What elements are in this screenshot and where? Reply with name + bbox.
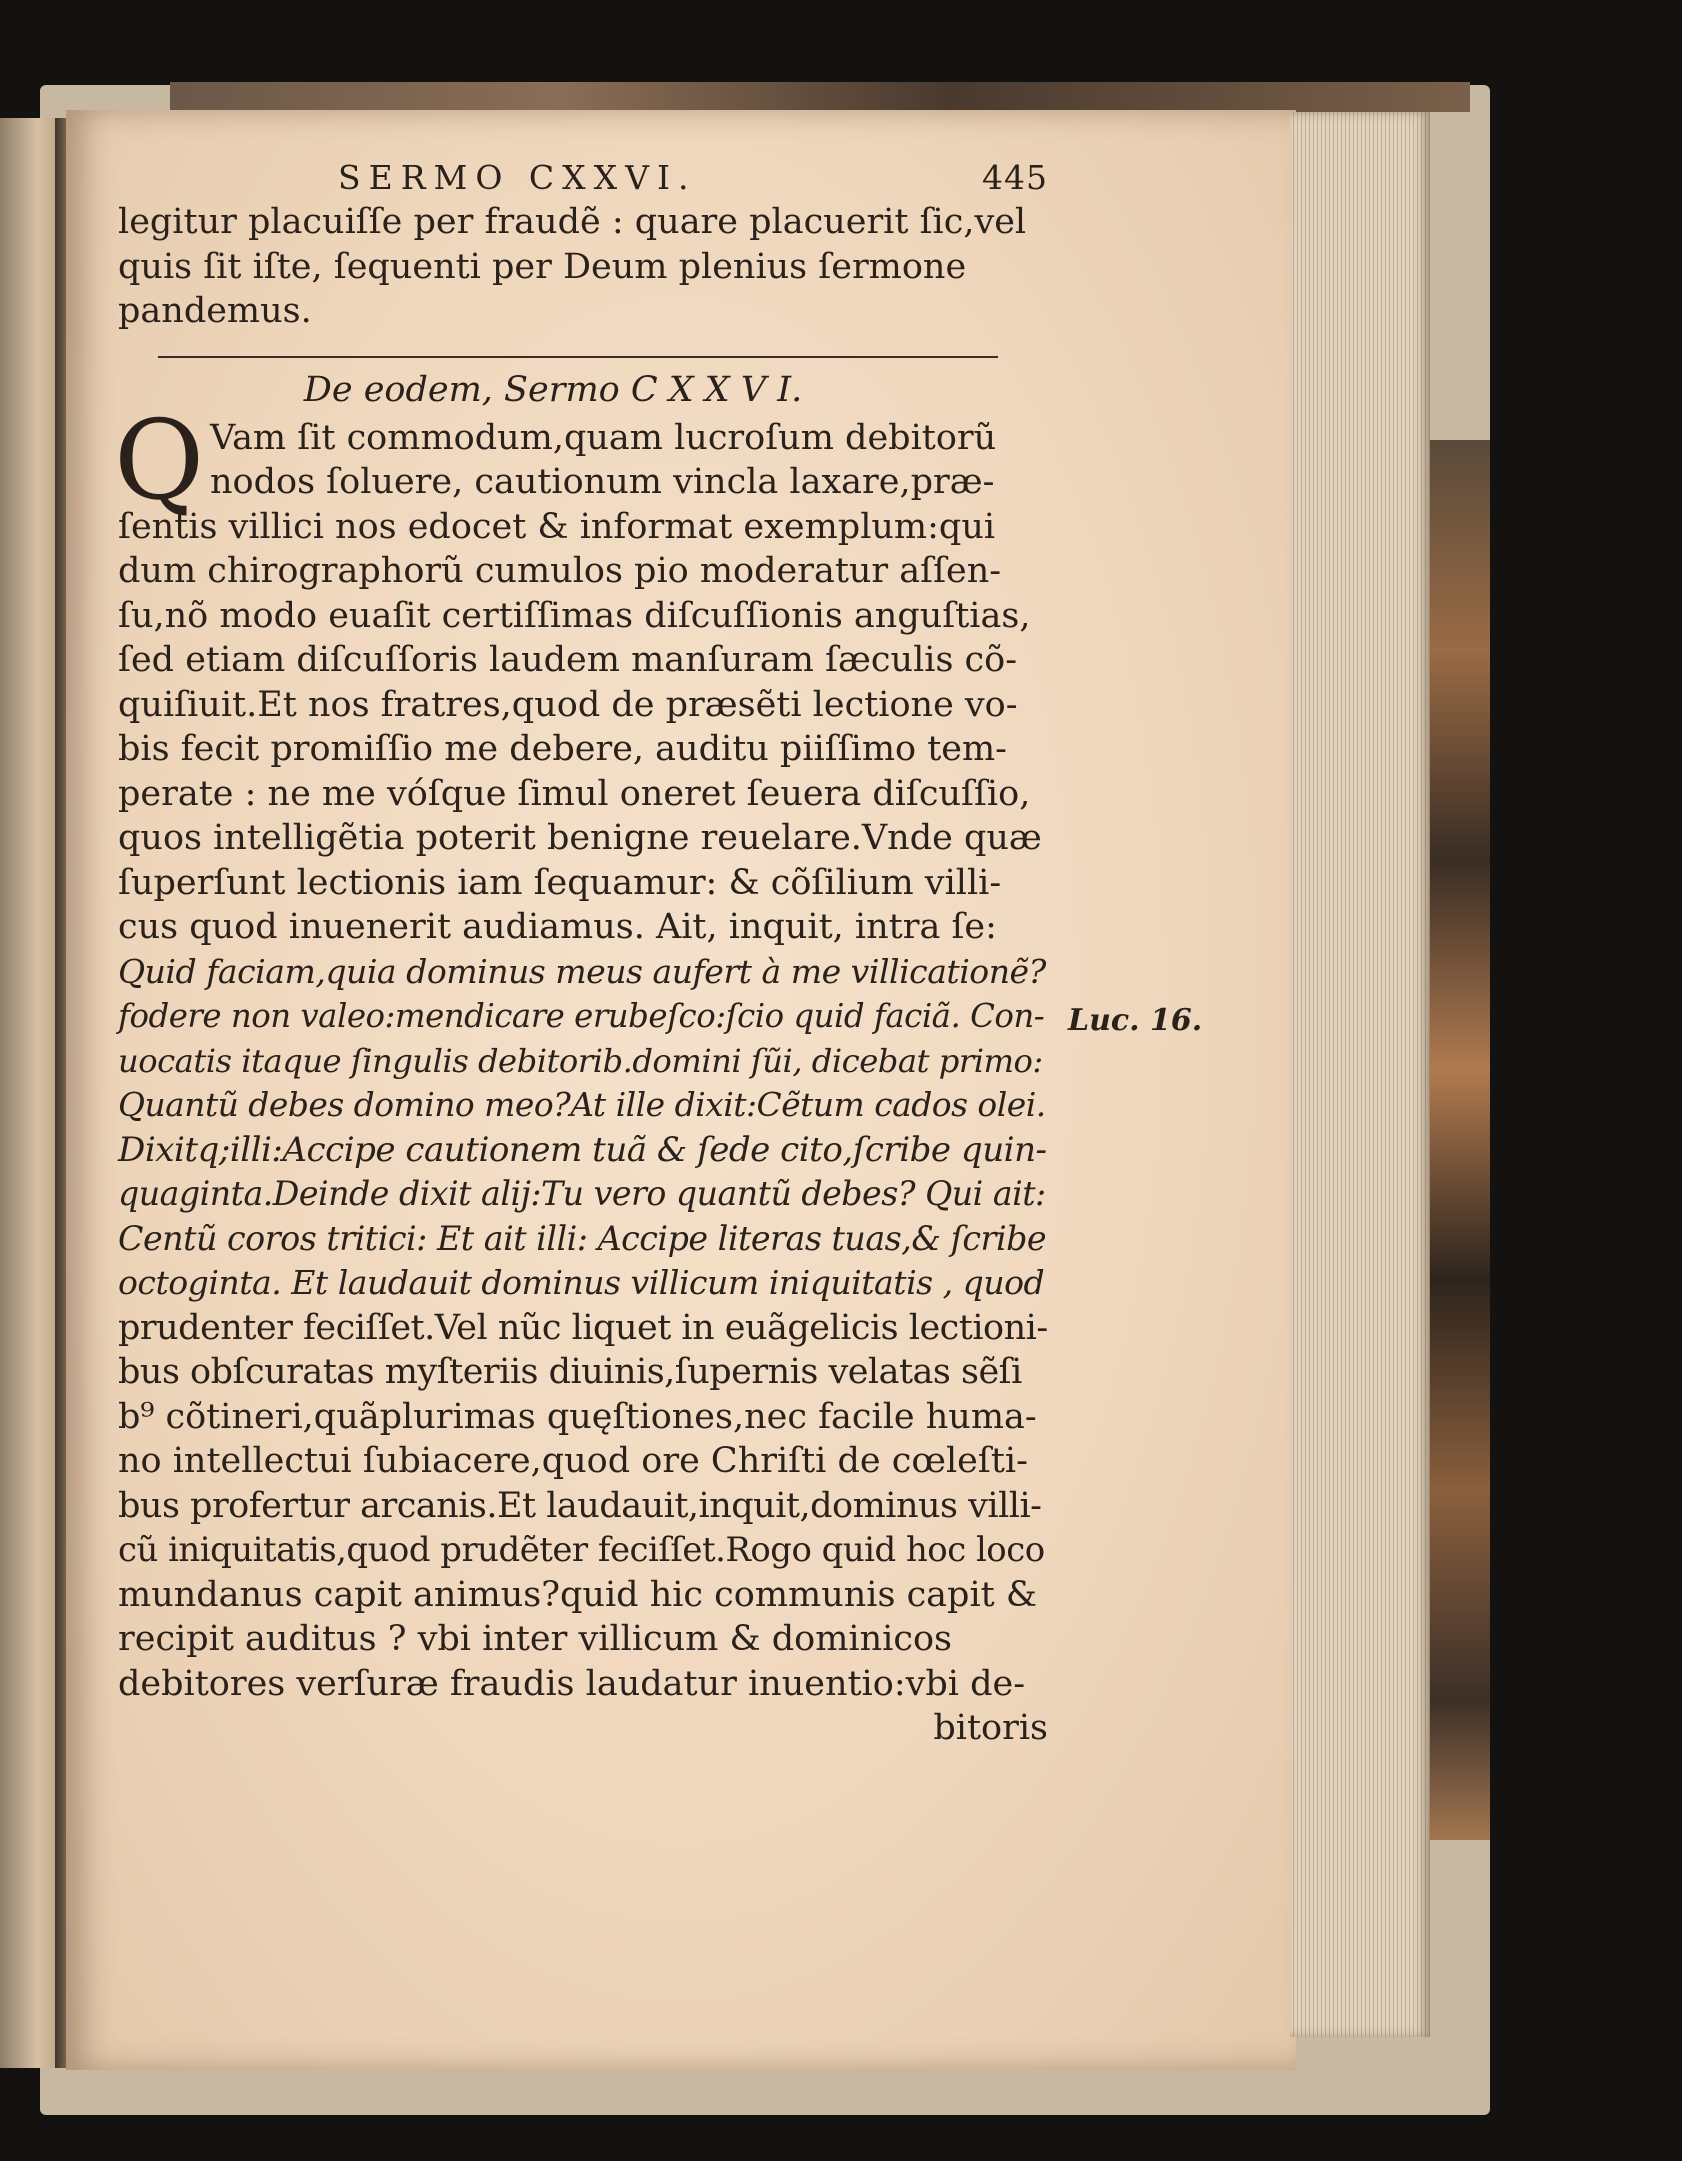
text-line: quaginta.Deinde dixit alij:Tu vero quantũ debes? Qui ait: [118, 1174, 1046, 1213]
text-line: uocatis itaque ſingulis debitorib.domini ſũi, dicebat primo: [118, 1041, 1043, 1080]
text-line: quiſiuit.Et nos fratres,quod de præsẽti lectione vo- [118, 684, 1018, 725]
text-line: fodere non valeo:mendicare erubeſco:ſcio quid faciã. Con- [118, 997, 1045, 1035]
drop-cap: Q [114, 395, 205, 524]
text-line: ſentis villici nos edocet & informat exemplum:qui [118, 506, 996, 547]
text-line: bus obſcuratas myſteriis diuinis,ſupernis velatas sẽſi [118, 1352, 1022, 1392]
text-line: Quantũ debes domino meo?At ille dixit:Cẽtum cados olei. [118, 1085, 1046, 1124]
text-line: bitoris [933, 1708, 1048, 1748]
text-line: quos intelligẽtia poterit benigne reuelare.Vnde quæ [118, 818, 1042, 858]
page-number: 445 [982, 158, 1048, 197]
text-line: bis fecit promiſſio me debere, auditu piiſſimo tem- [118, 729, 1007, 769]
text-line: ſuperſunt lectionis iam ſequamur: & cõſilium villi- [118, 862, 1002, 903]
text-line: no intellectui ſubiacere,quod ore Chriſti de cœleſti- [118, 1441, 1028, 1481]
text-line: quis ſit iſte, ſequenti per Deum plenius ſermone [118, 246, 967, 287]
margin-note: Luc. 16. [1068, 1003, 1203, 1038]
text-line: pandemus. [118, 291, 312, 331]
marbled-cover-edge [1430, 440, 1490, 1840]
section-rule [158, 356, 998, 358]
text-line: cus quod inuenerit audiamus. Ait, inquit, intra ſe: [118, 907, 997, 947]
sermon-body [114, 395, 1048, 1751]
intro-paragraph [118, 200, 1048, 334]
text-line: debitores verſuræ fraudis laudatur inuentio:vbi de- [118, 1663, 1026, 1704]
sermon-heading: De eodem, Sermo C X X V I. [303, 369, 803, 410]
text-line: nodos ſoluere, cautionum vincla laxare,præ- [210, 462, 995, 502]
page-block-edges [1290, 112, 1430, 2037]
book-top-edge [170, 82, 1470, 112]
text-line: bus profertur arcanis.Et laudauit,inquit,dominus villi- [118, 1485, 1042, 1526]
text-line: perate : ne me vóſque ſimul oneret ſeuera diſcuſſio, [118, 773, 1031, 814]
running-head [118, 150, 1048, 200]
text-line: cũ iniquitatis,quod prudẽter feciſſet.Rogo quid hoc loco [118, 1530, 1045, 1569]
text-line: recipit auditus ? vbi inter villicum & dominicos [118, 1619, 953, 1659]
text-line: ſed etiam diſcuſſoris laudem manſuram ſæculis cõ- [118, 640, 1018, 680]
text-line: ſu,nõ modo euaſit certiſſimas diſcuſſionis anguſtias, [118, 595, 1031, 636]
text-line: Quid faciam,quia dominus meus aufert à me villicationẽ? [118, 951, 1046, 991]
text-line: legitur placuiſſe per fraudẽ : quare placuerit ſic,vel [118, 202, 1027, 242]
page-text [114, 150, 1048, 1751]
text-line: Centũ coros tritici: Et ait illi: Accipe literas tuas,& ſcribe [118, 1218, 1047, 1258]
text-line: Vam ſit commodum,quam lucroſum debitorũ [210, 417, 997, 458]
text-line: b⁹ cõtineri,quãplurimas quęſtiones,nec facile huma- [118, 1396, 1037, 1437]
text-line: Dixitq;illi:Accipe cautionem tuã & ſede cito,ſcribe quin- [118, 1129, 1047, 1170]
running-title: SERMO CXXVI. [338, 158, 697, 197]
left-page-edge [0, 118, 62, 2068]
text-line: prudenter feciſſet.Vel nũc liquet in euãgelicis lectioni- [118, 1307, 1048, 1348]
text-line: mundanus capit animus?quid hic communis capit & [118, 1574, 1037, 1615]
text-line: dum chirographorũ cumulos pio moderatur aſſen- [118, 551, 1002, 591]
text-line: octoginta. Et laudauit dominus villicum iniquitatis , quod [118, 1263, 1045, 1302]
